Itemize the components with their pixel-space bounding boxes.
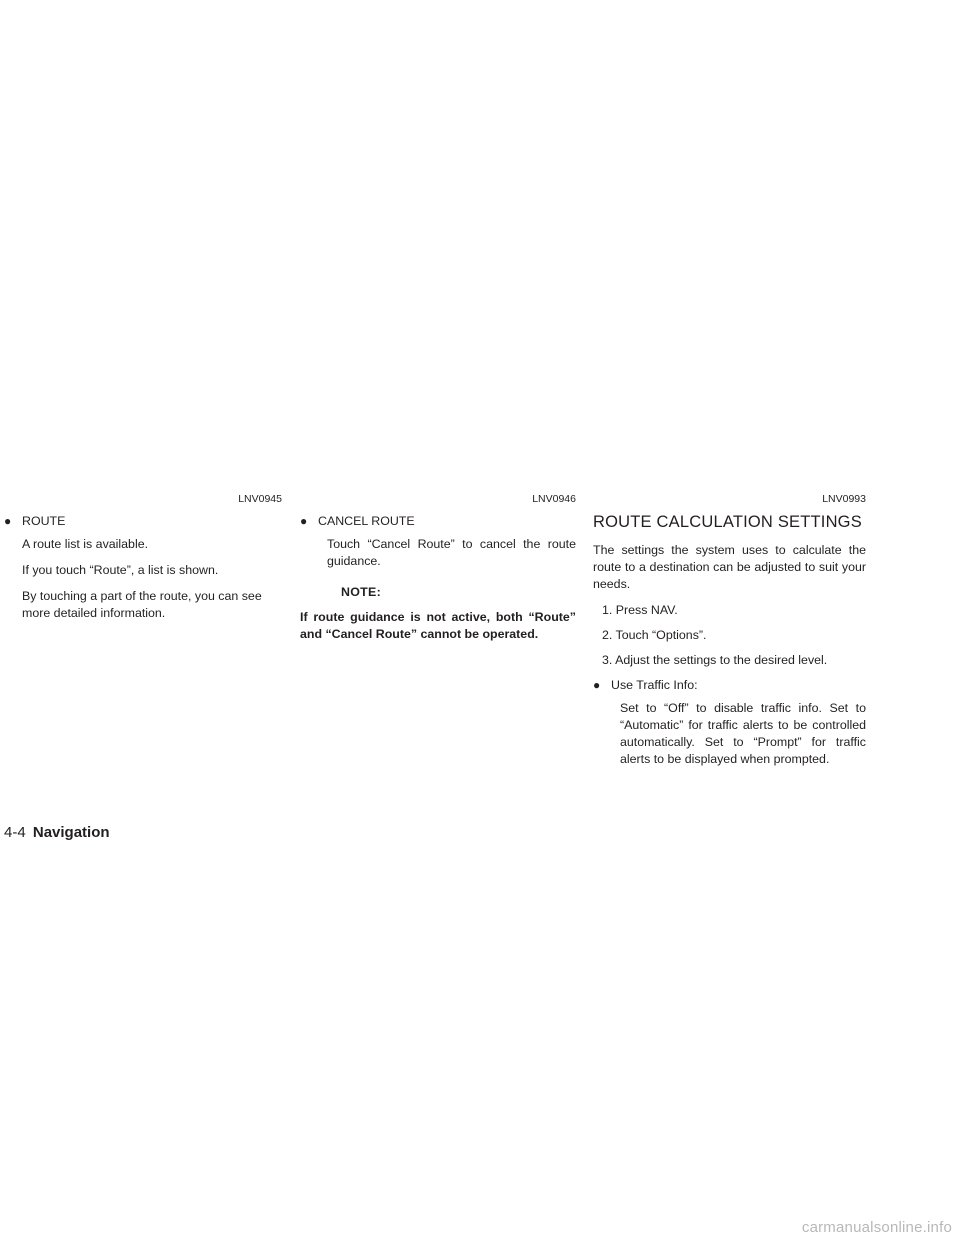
step-item: 2. Touch “Options”. <box>602 628 707 642</box>
paragraph: Touch “Cancel Route” to cancel the route guidance. <box>327 537 576 568</box>
bullet-label: ROUTE <box>22 514 66 528</box>
bullet-item-cancel-route <box>300 513 576 530</box>
paragraph: By touching a part of the route, you can see more detailed information. <box>22 589 262 620</box>
paragraph: Set to “Off” to disable traffic info. Set to “Automatic” for traffic alerts to be controlled automatically. Set to “Prompt” for traffic alerts to be displayed when prompted. <box>620 701 866 766</box>
section-code: LNV0993 <box>822 493 866 505</box>
page-footer <box>4 824 110 841</box>
bullet-icon: ● <box>300 514 308 528</box>
section-heading: ROUTE CALCULATION SETTINGS <box>593 513 862 531</box>
page-number: 4-4 <box>4 824 26 841</box>
paragraph: The settings the system uses to calculate the route to a destination can be adjusted to suit your needs. <box>593 543 866 591</box>
section-code: LNV0945 <box>238 493 282 505</box>
paragraph: A route list is available. <box>22 537 149 551</box>
section-code: LNV0946 <box>532 493 576 505</box>
bullet-label: CANCEL ROUTE <box>318 514 415 528</box>
watermark: carmanualsonline.info <box>801 1219 952 1236</box>
bullet-icon: ● <box>4 514 12 528</box>
note-text: If route guidance is not active, both “Route” and “Cancel Route” cannot be operated. <box>300 610 576 641</box>
step-item: 1. Press NAV. <box>602 603 678 617</box>
bullet-label: Use Traffic Info: <box>611 678 698 692</box>
section-title: Navigation <box>32 824 110 841</box>
note-heading: NOTE: <box>341 585 382 599</box>
bullet-item-traffic-info <box>593 677 866 694</box>
paragraph: If you touch “Route”, a list is shown. <box>22 563 219 577</box>
bullet-item-route <box>4 513 282 530</box>
bullet-icon: ● <box>593 678 601 692</box>
step-item: 3. Adjust the settings to the desired level. <box>602 653 828 667</box>
